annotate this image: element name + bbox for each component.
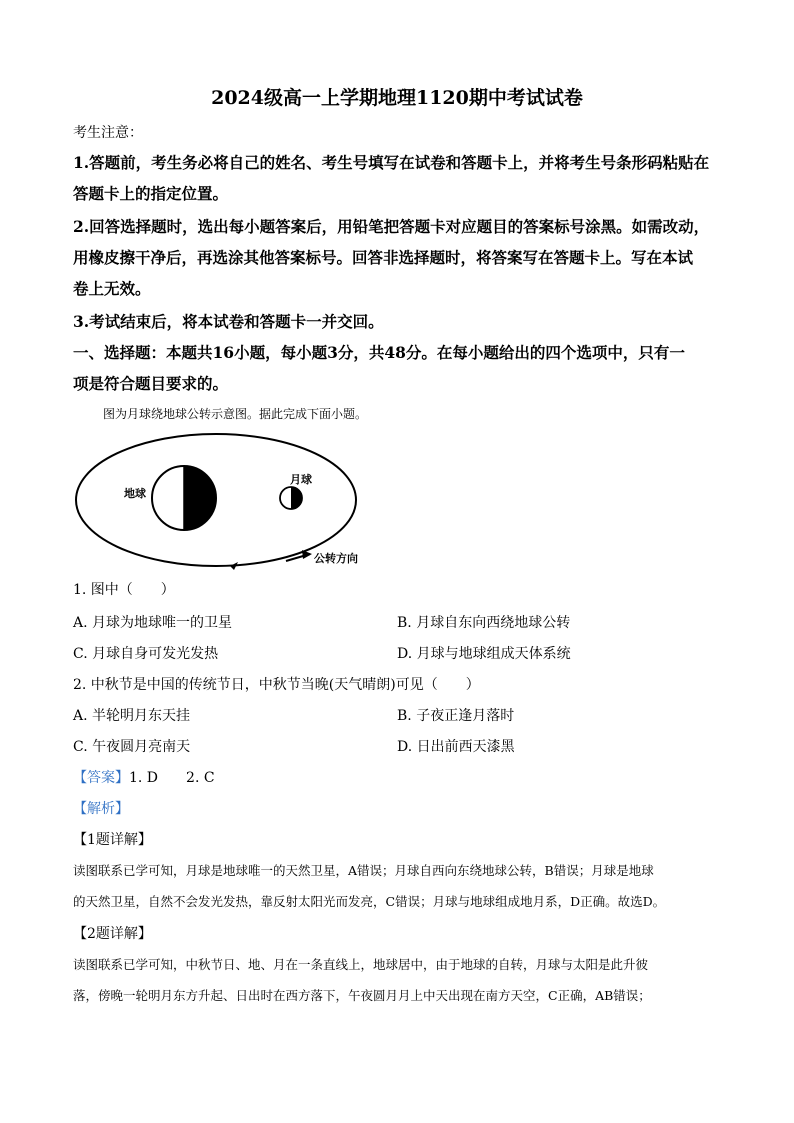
figure-caption: 图为月球绕地球公转示意图。据此完成下面小题。: [103, 407, 368, 421]
answer-text: 1. D 2. C: [129, 770, 215, 786]
question-1-option-b: B. 月球自东向西绕地球公转: [397, 615, 571, 631]
notice-item-2-line-1: 2.回答选择题时，选出每小题答案后，用铅笔把答题卡对应题目的答案标号涂黑。如需改动，: [73, 217, 710, 236]
analysis-q2-heading: 【2题详解】: [73, 926, 152, 942]
question-1-option-c: C. 月球自身可发光发热: [73, 646, 219, 662]
analysis-q2-line-2: 落，傍晚一轮明月东方升起、日出时在西方落下，午夜圆月月上中天出现在南方天空，C正确，AB错误；: [73, 988, 651, 1003]
question-1-option-d: D. 月球与地球组成天体系统: [397, 646, 571, 662]
question-2-option-d: D. 日出前西天漆黑: [397, 739, 515, 755]
analysis-q1-heading: 【1题详解】: [73, 832, 152, 848]
notice-heading: 考生注意：: [73, 125, 143, 141]
question-2-option-a: A. 半轮明月东天挂: [73, 708, 191, 724]
earth-icon: [152, 466, 216, 530]
question-2-stem: 2. 中秋节是中国的传统节日，中秋节当晚(天气晴朗)可见（ ）: [73, 677, 480, 693]
question-2-option-c: C. 午夜圆月亮南天: [73, 739, 191, 755]
notice-item-2-line-2: 用橡皮擦干净后，再选涂其他答案标号。回答非选择题时，将答案写在答题卡上。写在本试: [73, 248, 694, 267]
analysis-q2-line-1: 读图联系已学可知，中秋节日、地、月在一条直线上，地球居中，由于地球的自转，月球与太阳是此升彼: [73, 957, 649, 972]
section-heading-line-1: 一、选择题：本题共16小题，每小题3分，共48分。在每小题给出的四个选项中，只有一: [73, 343, 685, 362]
answer-line: [73, 767, 215, 787]
moon-icon: [280, 487, 302, 509]
question-2-option-b: B. 子夜正逢月落时: [397, 708, 515, 724]
question-1-option-a: A. 月球为地球唯一的卫星: [73, 615, 233, 631]
earth-label: 地球: [124, 487, 146, 500]
analysis-label: 【解析】: [73, 801, 129, 817]
notice-item-2-line-3: 卷上无效。: [73, 279, 151, 298]
direction-label: 公转方向: [314, 552, 358, 565]
answer-label: 【答案】: [73, 770, 129, 786]
analysis-q1-line-1: 读图联系已学可知，月球是地球唯一的天然卫星，A错误；月球自西向东绕地球公转，B错误；月球是地球: [73, 863, 654, 878]
notice-item-1-line-2: 答题卡上的指定位置。: [73, 184, 229, 203]
notice-item-3: 3.考试结束后，将本试卷和答题卡一并交回。: [73, 312, 384, 331]
notice-item-1-line-1: 1.答题前，考生务必将自己的姓名、考生号填写在试卷和答题卡上，并将考生号条形码粘贴在: [73, 153, 710, 172]
section-heading-line-2: 项是符合题目要求的。: [73, 374, 229, 393]
page-title: 2024级高一上学期地理1120期中考试试卷: [211, 87, 583, 109]
moon-label: 月球: [290, 473, 312, 486]
analysis-q1-line-2: 的天然卫星，自然不会发光发热，靠反射太阳光而发亮，C错误；月球与地球组成地月系，D正确。故选D。: [73, 894, 666, 909]
moon-orbit-diagram: [70, 428, 400, 578]
question-1-stem: 1. 图中（ ）: [73, 582, 175, 598]
